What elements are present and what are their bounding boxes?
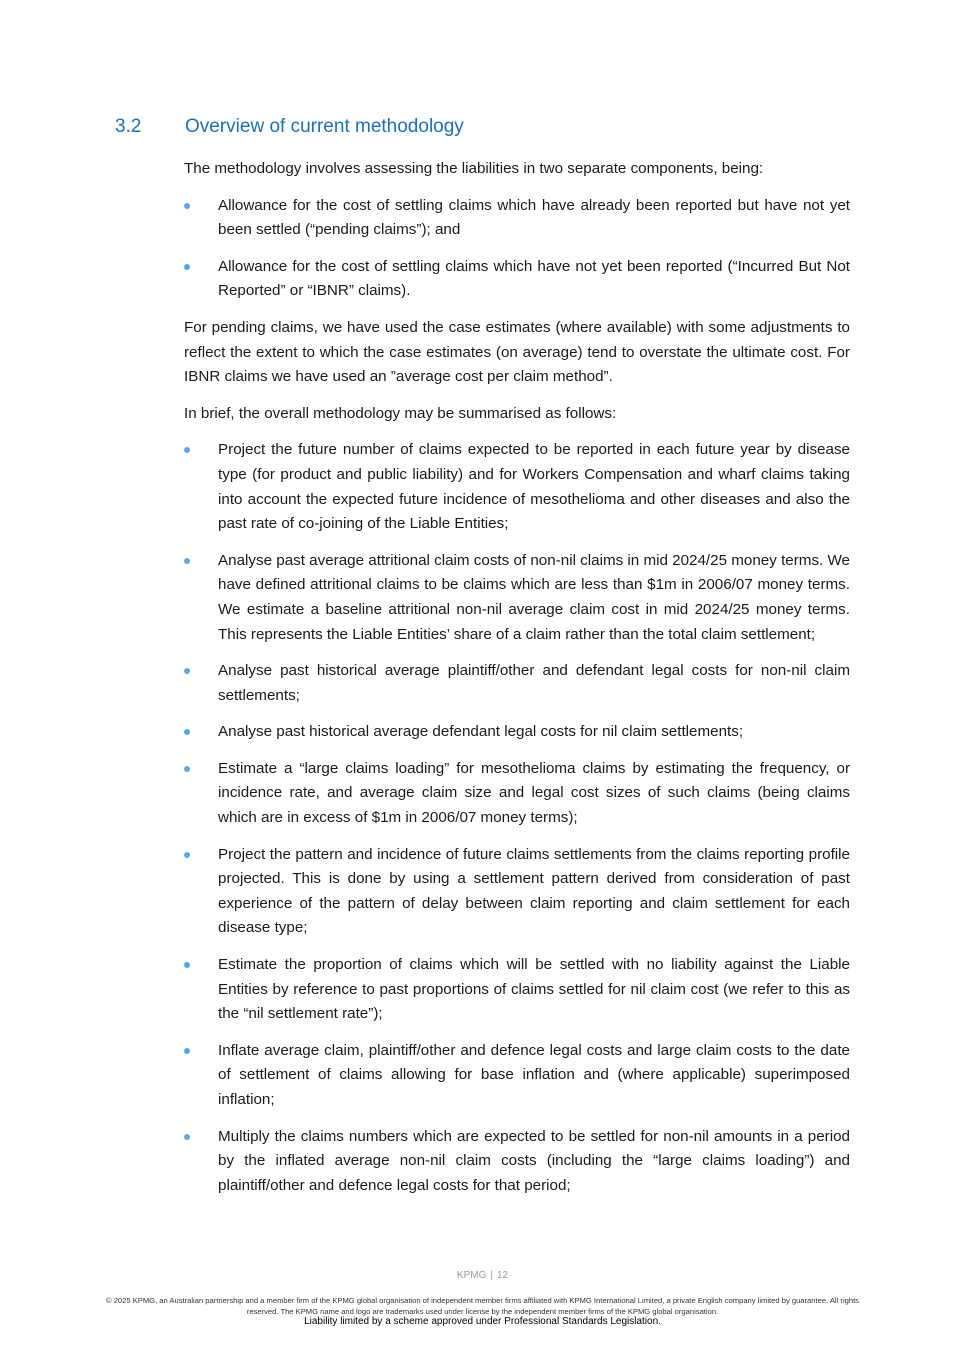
list-item xyxy=(184,194,850,243)
liability-notice: Liability limited by a scheme approved under Professional Standards Legislation. xyxy=(304,1316,661,1327)
list-item xyxy=(184,438,850,536)
document-body xyxy=(184,157,850,1210)
list-item xyxy=(184,255,850,304)
bullet-icon xyxy=(184,1048,190,1054)
bullet-icon xyxy=(184,1134,190,1140)
list-item-text: Estimate a “large claims loading” for mesothelioma claims by estimating the frequency, or incidence rate, and average claim size and legal cost sizes of such claims (being claims which are in excess of $1m in 2006/07 money terms); xyxy=(218,759,850,827)
page-number: 12 xyxy=(496,1270,509,1281)
list-item-text: Inflate average claim, plaintiff/other and defence legal costs and large claim costs to the date of settlement of claims allowing for base inflation and (where applicable) superimposed inflation; xyxy=(218,1041,850,1108)
components-list xyxy=(184,194,850,304)
list-item-text: Analyse past historical average defendant legal costs for nil claim settlements; xyxy=(218,723,744,741)
list-item-text: Project the pattern and incidence of future claims settlements from the claims reporting profile projected. This is done by using a settlement pattern derived from consideration of past experience of the pattern of delay between claim reporting and claim settlement for each disease type; xyxy=(218,845,850,937)
footer-brand: KPMG xyxy=(456,1270,487,1281)
section-heading xyxy=(115,116,464,138)
section-title: Overview of current methodology xyxy=(185,116,464,137)
list-item xyxy=(184,1125,850,1199)
list-item-text: Analyse past average attritional claim costs of non-nil claims in mid 2024/25 money terms. We have defined attritional claims to be claims which are less than $1m in 2006/07 money terms. We estimate a baseline attritional non-nil average claim cost in mid 2024/25 money terms. This represents the Liable Entities’ share of a claim rather than the total claim settlement; xyxy=(218,551,850,643)
bullet-icon xyxy=(184,962,190,968)
brief-paragraph: In brief, the overall methodology may be summarised as follows: xyxy=(184,404,617,422)
list-item xyxy=(184,1039,850,1113)
list-item-text: Multiply the claims numbers which are expected to be settled for non-nil amounts in a period by the inflated average non-nil claim costs (including the “large claims loading”) and plaintiff/other and defence legal costs for that period; xyxy=(218,1127,850,1194)
list-item xyxy=(184,843,850,941)
bullet-icon xyxy=(184,264,190,270)
bullet-icon xyxy=(184,668,190,674)
list-item xyxy=(184,720,850,745)
list-item-text: Analyse past historical average plaintiff/other and defendant legal costs for non-nil claim settlements; xyxy=(218,662,850,704)
copyright-notice: © 2025 KPMG, an Australian partnership and a member firm of the KPMG global organisation of independent member firms affiliated with KPMG International Limited, a private English company limited by guarantee. All rights reserved. The KPMG name and logo are trademarks used under license by the independent member firms of the KPMG global organisation. xyxy=(106,1296,859,1316)
list-item xyxy=(184,549,850,647)
list-item xyxy=(184,757,850,831)
bullet-icon xyxy=(184,558,190,564)
list-item xyxy=(184,953,850,1027)
bullet-icon xyxy=(184,852,190,858)
intro-paragraph: The methodology involves assessing the liabilities in two separate components, being: xyxy=(184,160,764,177)
bullet-icon xyxy=(184,203,190,209)
bullet-icon xyxy=(184,729,190,735)
list-item-text: Allowance for the cost of settling claims which have already been reported but have not yet been settled (“pending claims”); and xyxy=(218,196,850,239)
pending-claims-paragraph: For pending claims, we have used the case estimates (where available) with some adjustments to reflect the extent to which the case estimates (on average) tend to overstate the ultimate cost. For IBNR claims we have used an ”average cost per claim method”. xyxy=(184,318,850,386)
list-item-text: Estimate the proportion of claims which will be settled with no liability against the Liable Entities by reference to past proportions of claims settled for nil claim cost (we refer to this as the “nil settlement rate”); xyxy=(218,956,850,1023)
footer-separator: | xyxy=(490,1270,493,1281)
methodology-steps-list xyxy=(184,438,850,1198)
list-item xyxy=(184,659,850,708)
list-item-text: Project the future number of claims expected to be reported in each future year by disease type (for product and public liability) and for Workers Compensation and wharf claims taking into account the expected future incidence of mesothelioma and other diseases and also the past rate of co-joining of the Liable Entities; xyxy=(218,441,850,533)
list-item-text: Allowance for the cost of settling claims which have not yet been reported (“Incurred But Not Reported” or “IBNR” claims). xyxy=(218,257,850,300)
page-footer-number xyxy=(0,1270,965,1281)
bullet-icon xyxy=(184,766,190,772)
bullet-icon xyxy=(184,447,190,453)
section-number: 3.2 xyxy=(115,116,142,137)
